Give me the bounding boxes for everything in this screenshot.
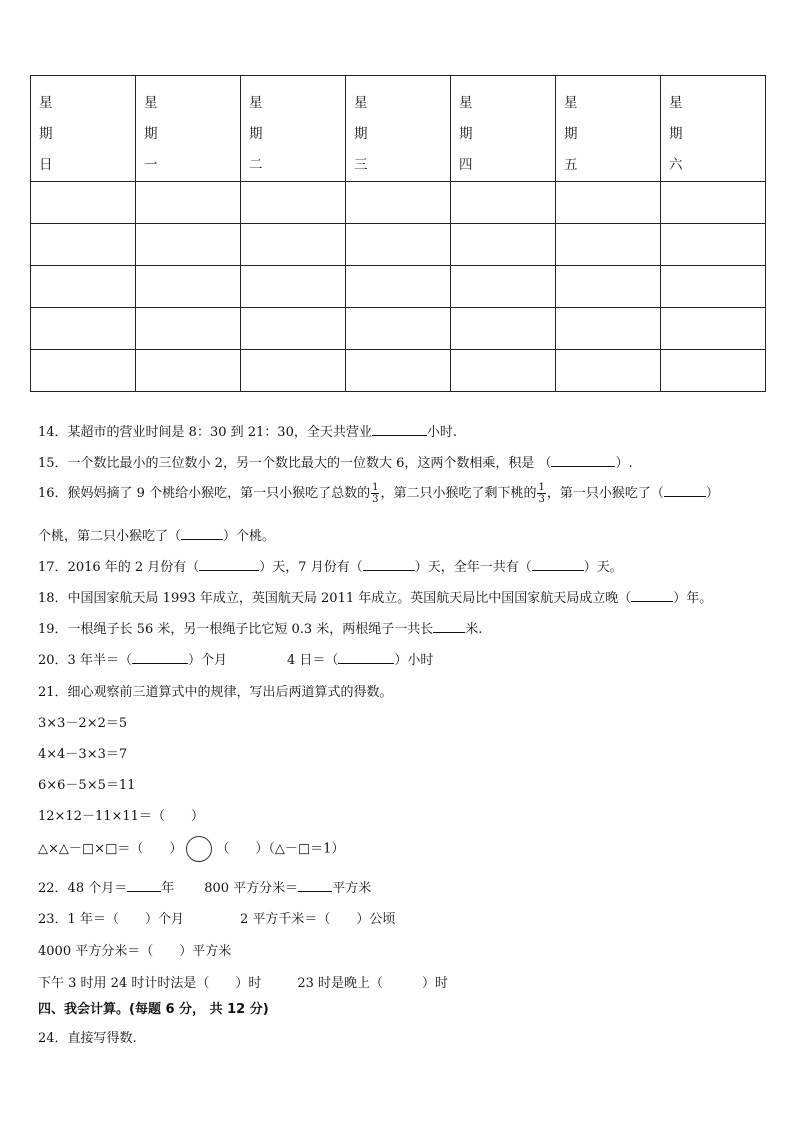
- header-saturday: 星 期 六: [661, 76, 766, 182]
- table-cell[interactable]: [241, 266, 346, 308]
- table-cell[interactable]: [451, 224, 556, 266]
- table-cell[interactable]: [31, 182, 136, 224]
- table-cell[interactable]: [346, 308, 451, 350]
- question-23: 23．1 年＝（ ）个月 2 平方千米＝（ ）公顷: [38, 912, 396, 927]
- table-cell[interactable]: [661, 182, 766, 224]
- table-cell[interactable]: [241, 308, 346, 350]
- table-cell[interactable]: [451, 266, 556, 308]
- equation-1: 3×3－2×2＝5: [38, 716, 128, 731]
- question-15: 15．一个数比最小的三位数小 2，另一个数比最大的一位数大 6，这两个数相乘，积是 （ ）.: [38, 456, 633, 471]
- header-monday: 星 期 一: [136, 76, 241, 182]
- weekday-table: [30, 75, 766, 392]
- question-16: 16．猴妈妈摘了 9 个桃给小猴吃，第一只小猴吃了总数的 $\frac{1}{3}$ ，第二只小猴吃了剩下桃的 $\frac{1}{3}$ ，第一只小猴吃了（ ）: [38, 482, 719, 505]
- table-cell[interactable]: [346, 350, 451, 392]
- question-17: 17．2016 年的 2 月份有（ ）天，7 月份有（ ）天，全年一共有（ ）天。: [38, 560, 623, 575]
- table-cell[interactable]: [136, 266, 241, 308]
- table-cell[interactable]: [31, 266, 136, 308]
- question-14: 14．某超市的营业时间是 8：30 到 21：30，全天共营业 小时.: [38, 425, 457, 440]
- question-19: 19．一根绳子长 56 米，另一根绳子比它短 0.3 米，两根绳子一共长 米.: [38, 622, 483, 637]
- answer-blank[interactable]: [298, 879, 332, 892]
- header-tuesday: 星 期 二: [241, 76, 346, 182]
- table-cell[interactable]: [346, 266, 451, 308]
- question-23-line2[interactable]: 4000 平方分米＝（ ）平方米: [38, 944, 232, 959]
- question-22: 22．48 个月＝ 年 800 平方分米＝ 平方米: [38, 881, 372, 896]
- table-cell[interactable]: [31, 308, 136, 350]
- answer-blank[interactable]: [199, 558, 259, 571]
- table-row: [31, 350, 766, 392]
- table-cell[interactable]: [451, 182, 556, 224]
- answer-blank[interactable]: [127, 879, 161, 892]
- answer-blank[interactable]: [664, 484, 706, 497]
- answer-blank[interactable]: [551, 454, 615, 467]
- table-cell[interactable]: [31, 350, 136, 392]
- table-row: [31, 182, 766, 224]
- section-heading: 四、我会计算。(每题 6 分， 共 12 分): [38, 1002, 269, 1017]
- equation-2: 4×4－3×3＝7: [38, 747, 128, 762]
- header-friday: 星 期 五: [556, 76, 661, 182]
- question-24: 24．直接写得数.: [38, 1031, 137, 1046]
- question-16-line2: 个桃，第二只小猴吃了（ ）个桃。: [38, 529, 276, 544]
- fraction-one-third: $\frac{1}{3}$: [372, 482, 379, 505]
- table-cell[interactable]: [31, 224, 136, 266]
- question-20: 20．3 年半＝（ ）个月 4 日＝（ ）小时: [38, 653, 434, 668]
- answer-blank[interactable]: [532, 558, 584, 571]
- table-cell[interactable]: [556, 182, 661, 224]
- table-cell[interactable]: [451, 350, 556, 392]
- table-row: [31, 224, 766, 266]
- fraction-one-third: $\frac{1}{3}$: [538, 482, 545, 505]
- table-header-row: [31, 76, 766, 182]
- equation-4[interactable]: 12×12－11×11＝（ ）: [38, 809, 204, 824]
- table-cell[interactable]: [241, 224, 346, 266]
- table-cell[interactable]: [661, 224, 766, 266]
- equation-5: △×△－□×□＝（ ） （ ）（△－□＝1）: [38, 836, 344, 862]
- table-cell[interactable]: [241, 350, 346, 392]
- header-wednesday: 星 期 三: [346, 76, 451, 182]
- table-cell[interactable]: [346, 224, 451, 266]
- answer-blank[interactable]: [338, 651, 394, 664]
- table-cell[interactable]: [346, 182, 451, 224]
- question-21-title: 21．细心观察前三道算式中的规律，写出后两道算式的得数。: [38, 685, 393, 700]
- table-cell[interactable]: [556, 224, 661, 266]
- answer-blank[interactable]: [372, 423, 427, 436]
- table-cell[interactable]: [661, 308, 766, 350]
- table-row: [31, 308, 766, 350]
- answer-blank[interactable]: [363, 558, 415, 571]
- table-cell[interactable]: [661, 266, 766, 308]
- circle-blank-icon[interactable]: [186, 836, 212, 862]
- table-cell[interactable]: [241, 182, 346, 224]
- answer-blank[interactable]: [433, 620, 465, 633]
- table-cell[interactable]: [451, 308, 556, 350]
- answer-blank[interactable]: [132, 651, 188, 664]
- answer-blank[interactable]: [181, 527, 223, 540]
- table-cell[interactable]: [136, 308, 241, 350]
- table-cell[interactable]: [556, 266, 661, 308]
- table-cell[interactable]: [556, 308, 661, 350]
- table-row: [31, 266, 766, 308]
- question-23-line3: 下午 3 时用 24 时计时法是（ ）时 23 时是晚上（ ）时: [38, 976, 449, 991]
- answer-blank[interactable]: [631, 589, 673, 602]
- table-cell[interactable]: [556, 350, 661, 392]
- table-cell[interactable]: [661, 350, 766, 392]
- table-cell[interactable]: [136, 224, 241, 266]
- table-cell[interactable]: [136, 182, 241, 224]
- header-sunday: 星 期 日: [31, 76, 136, 182]
- question-18: 18．中国国家航天局 1993 年成立，英国航天局 2011 年成立。英国航天局比中国国家航天局成立晚（ ）年。: [38, 591, 713, 606]
- equation-3: 6×6－5×5＝11: [38, 778, 136, 793]
- header-thursday: 星 期 四: [451, 76, 556, 182]
- table-cell[interactable]: [136, 350, 241, 392]
